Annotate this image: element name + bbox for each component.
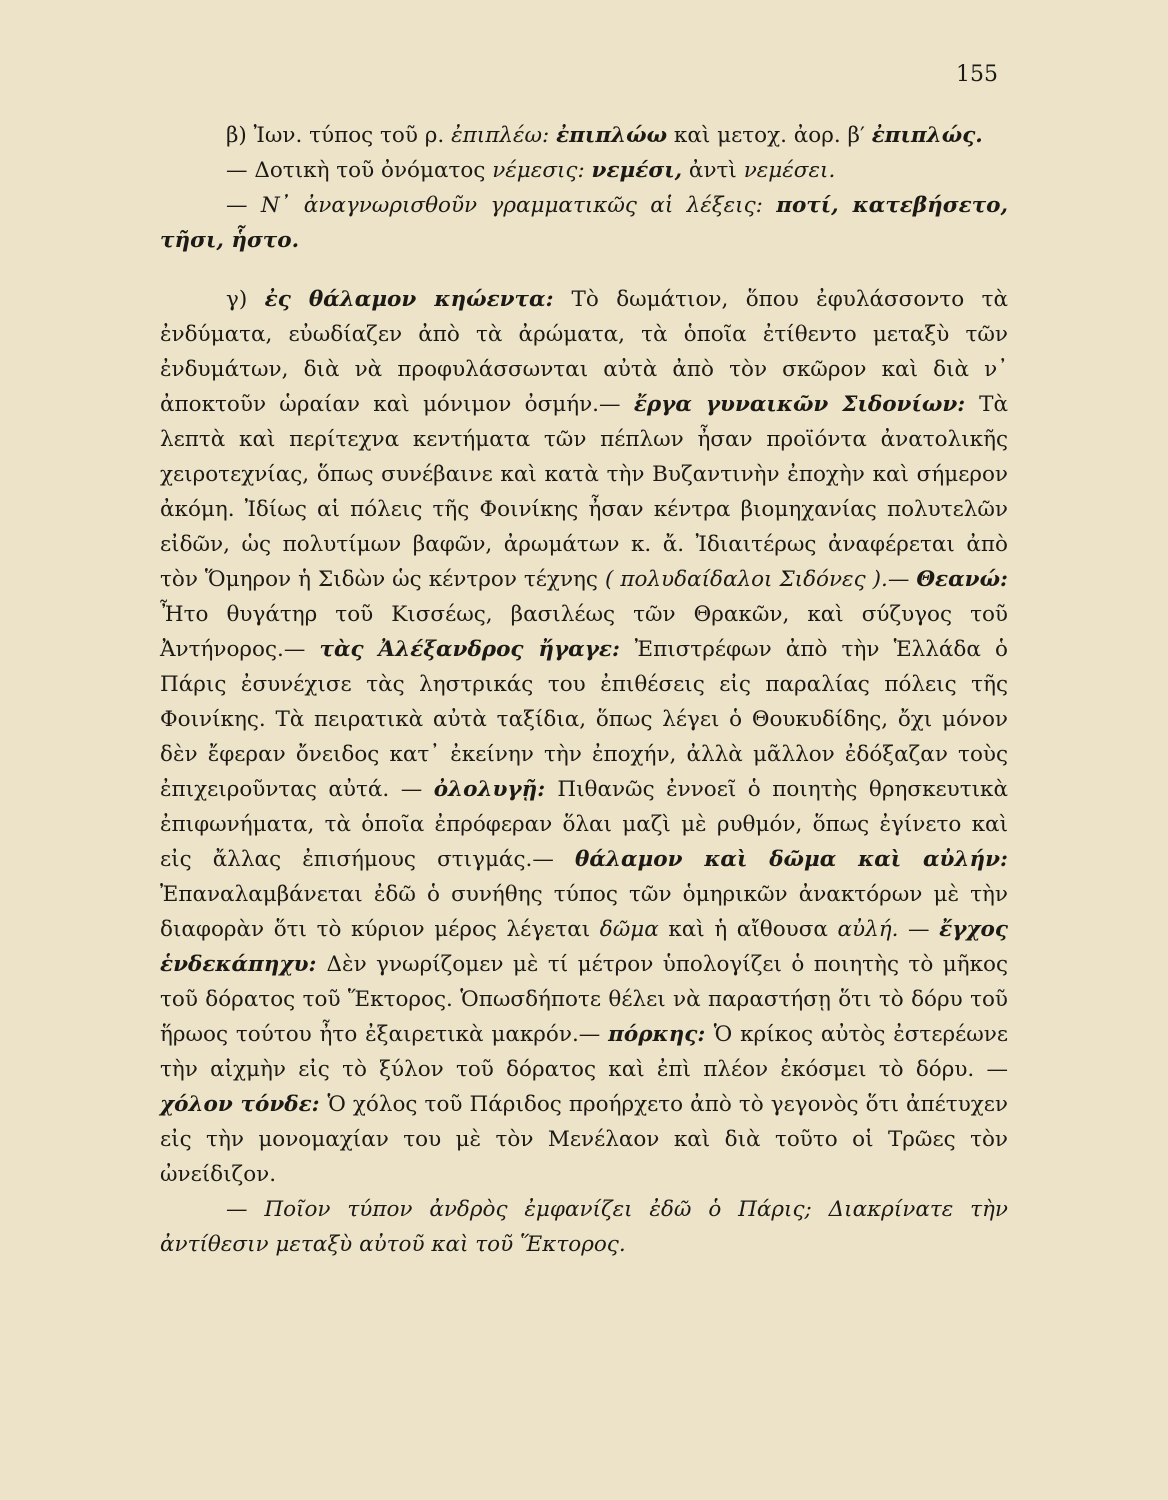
lemma-bold: ἔγχος ἑνδεκάπηχυ: [160, 917, 1008, 977]
text-run: Δὲν γνωρίζομεν μὲ τί μέτρον ὑπολογίζει ὁ ποιητὴς τὸ μῆκος τοῦ δόρατος τοῦ Ἕκτορος. Ὁπωσδήποτε θέλει νὰ παραστήσῃ ὅτι τὸ δόρυ τοῦ ἥρωος τούτου ἦτο ἐξαιρετικὰ μακρόν.— [160, 952, 1008, 1047]
page-body [160, 118, 1008, 1262]
text-run-italic: αὐλή. [837, 917, 899, 942]
text-run: Ἦτο θυγάτηρ τοῦ Κισσέως, βασιλέως τῶν Θρακῶν, καὶ σύζυγος τοῦ Ἀντήνορος.— [160, 602, 1008, 662]
text-run-bold: ἐπιπλώς. [871, 123, 983, 148]
text-run-italic: ( πολυδαίδαλοι Σιδόνες ). [604, 567, 888, 592]
lemma-bold: Θεανώ: [916, 567, 1008, 592]
paragraph-grammar [160, 188, 1008, 258]
paragraph-beta [160, 118, 1008, 153]
paragraph-gamma [160, 282, 1008, 1192]
text-run-italic: δῶμα [599, 917, 659, 942]
page-number: 155 [956, 62, 998, 87]
text-run: Πιθανῶς ἐννοεῖ ὁ ποιητὴς θρησκευτικὰ ἐπιφωνήματα, τὰ ὁποῖα ἐπρόφεραν ὅλαι μαζὶ μὲ ρυθμόν, ὅπως ἐγίνετο καὶ εἰς ἄλλας ἐπισήμους στιγμάς.— [160, 777, 1008, 872]
text-run: — [898, 917, 940, 942]
text-run: Τὸ δωμάτιον, ὅπου ἐφυλάσσοντο τὰ ἐνδύματα, εὐωδίαζεν ἀπὸ τὰ ἀρώματα, τὰ ὁποῖα ἐτίθεντο μεταξὺ τῶν ἐνδυμάτων, διὰ νὰ προφυλάσσωνται αὐτὰ ἀπὸ τὸν σκῶρον καὶ διὰ ν᾿ ἀποκτοῦν ὡραίαν καὶ μόνιμον ὀσμήν.— [160, 287, 1008, 417]
text-run: — Δοτικὴ τοῦ ὀνόματος [226, 158, 493, 183]
paragraph-dative [160, 153, 1008, 188]
text-run: — [887, 567, 917, 592]
text-run: ἀντὶ [682, 158, 744, 183]
lemma-bold: πόρκης: [608, 1022, 714, 1047]
text-run-bold: ποτί, κατεβήσετο, τῆσι, ἧστο. [160, 193, 1008, 253]
text-run-italic: νεμέσει. [743, 158, 836, 183]
text-run: γ) [226, 287, 265, 312]
text-run-bold: ἐπιπλώω [556, 123, 668, 148]
text-run-italic: — Ν᾿ ἀναγνωρισθοῦν γραμματικῶς αἱ λέξεις: [226, 193, 777, 218]
text-run: Ἐπαναλαμβάνεται ἐδῶ ὁ συνήθης τύπος τῶν ὁμηρικῶν ἀνακτόρων μὲ τὴν διαφορὰν ὅτι τὸ κύριον μέρος λέγεται [160, 882, 1008, 942]
text-run-italic: νέμεσις: [492, 158, 592, 183]
text-run: Ἐπιστρέφων ἀπὸ τὴν Ἑλλάδα ὁ Πάρις ἐσυνέχισε τὰς ληστρικάς του ἐπιθέσεις εἰς παραλίας πόλεις τῆς Φοινίκης. Τὰ πειρατικὰ αὐτὰ ταξίδια, ὅπως λέγει ὁ Θουκυδίδης, ὄχι μόνον δὲν ἔφεραν ὄνειδος κατ᾿ ἐκείνην τὴν ἐποχήν, ἀλλὰ μᾶλλον ἐδόξαζαν τοὺς ἐπιχειροῦντας αὐτά. — [160, 637, 1008, 802]
lemma-bold: ἔργα γυναικῶν Σιδονίων: [633, 392, 980, 417]
lemma-bold: ἐς θάλαμον κηώεντα: [264, 287, 572, 312]
lemma-bold: ὀλολυγῇ: [433, 777, 558, 802]
text-run: Ὁ χόλος τοῦ Πάριδος προήρχετο ἀπὸ τὸ γεγονὸς ὅτι ἀπέτυχεν εἰς τὴν μονομαχίαν του μὲ τὸν Μενέλαον καὶ διὰ τοῦτο οἱ Τρῶες τὸν ὠνείδιζον. [160, 1092, 1009, 1187]
lemma-bold: χόλον τόνδε: [160, 1092, 328, 1117]
text-run-bold: νεμέσι, [591, 158, 683, 183]
lemma-bold: θάλαμον καὶ δῶμα καὶ αὐλήν: [575, 847, 1008, 872]
lemma-bold: τὰς Ἀλέξανδρος ἤγαγε: [319, 637, 635, 662]
text-run: καὶ μετοχ. ἀορ. β′ [667, 123, 872, 148]
text-run: καὶ ἡ αἴθουσα [658, 917, 838, 942]
paragraph-question: — Ποῖον τύπον ἀνδρὸς ἐμφανίζει ἐδῶ ὁ Πάρις; Διακρίνατε τὴν ἀντίθεσιν μεταξὺ αὐτοῦ καὶ τοῦ Ἕκτορος. [160, 1197, 1008, 1257]
text-run: β) Ἰων. τύπος τοῦ ρ. [226, 123, 452, 148]
text-run: Ὁ κρίκος αὐτὸς ἐστερέωνε τὴν αἰχμὴν εἰς τὸ ξύλον τοῦ δόρατος καὶ ἐπὶ πλέον ἐκόσμει τὸ δόρυ. — [160, 1022, 1008, 1082]
text-run-italic: ἐπιπλέω: [451, 123, 557, 148]
text-run: Τὰ λεπτὰ καὶ περίτεχνα κεντήματα τῶν πέπλων ἦσαν προϊόντα ἀνατολικῆς χειροτεχνίας, ὅπως συνέβαινε καὶ κατὰ τὴν Βυζαντινὴν ἐποχὴν καὶ σήμερον ἀκόμη. Ἰδίως αἱ πόλεις τῆς Φοινίκης ἦσαν κέντρα βιομηχανίας πολυτελῶν εἰδῶν, ὡς πολυτίμων βαφῶν, ἀρωμάτων κ. ἄ. Ἰδιαιτέρως ἀναφέρεται ἀπὸ τὸν Ὅμηρον ἡ Σιδὼν ὡς κέντρον τέχνης [160, 392, 1008, 592]
